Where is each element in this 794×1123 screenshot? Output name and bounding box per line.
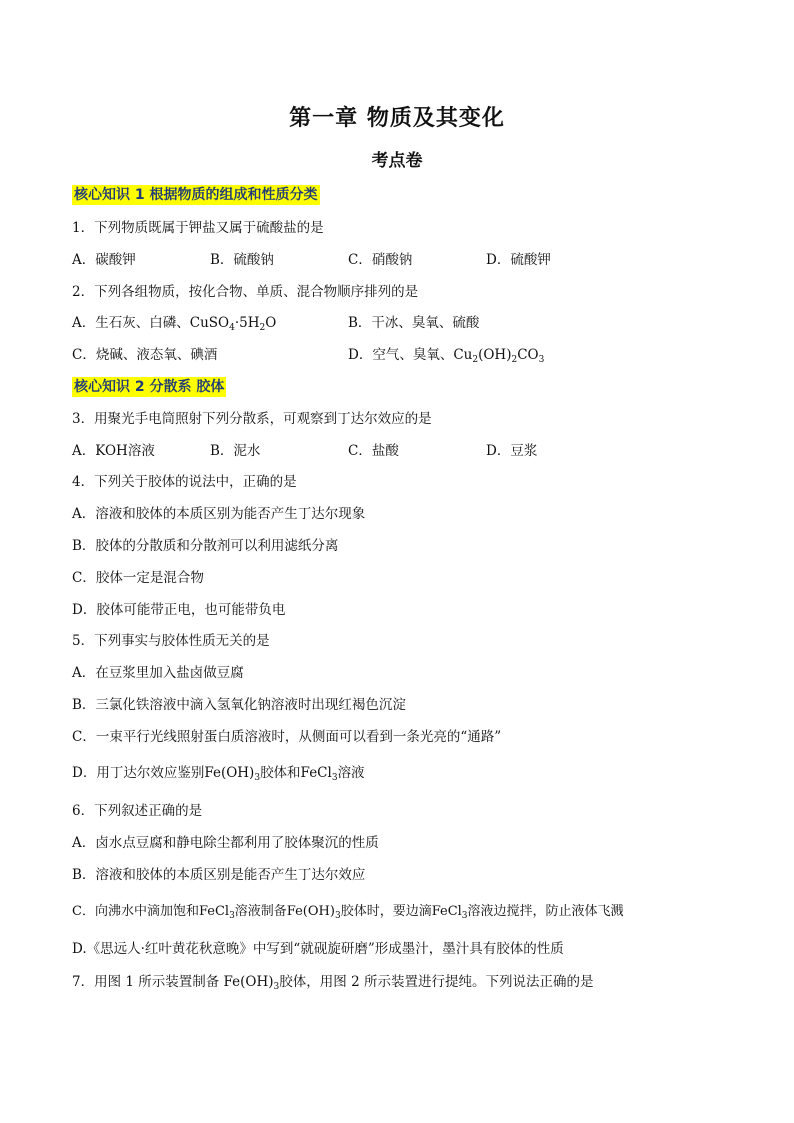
- question-4-option-d: D．胶体可能带正电，也可能带负电: [72, 602, 286, 618]
- question-4-option-b: B．胶体的分散质和分散剂可以利用滤纸分离: [72, 538, 339, 554]
- question-6-stem: 6．下列叙述正确的是: [72, 803, 203, 819]
- question-3-option-a: A．KOH溶液: [72, 443, 155, 459]
- question-2-stem: 2．下列各组物质，按化合物、单质、混合物顺序排列的是: [72, 284, 419, 300]
- question-5-option-b: B．三氯化铁溶液中滴入氢氧化钠溶液时出现红褐色沉淀: [72, 697, 406, 713]
- question-2-option-b: B．干冰、臭氧、硫酸: [348, 315, 480, 331]
- question-4-stem: 4．下列关于胶体的说法中，正确的是: [72, 474, 297, 490]
- question-3-option-d: D．豆浆: [486, 443, 538, 459]
- question-3-option-c: C．盐酸: [348, 443, 399, 459]
- question-6-option-b: B．溶液和胶体的本质区别是能否产生丁达尔效应: [72, 867, 366, 883]
- question-1-option-b: B．硫酸钠: [210, 252, 274, 268]
- question-7-stem: 7．用图 1 所示装置制备 $Fe(OH)_3$胶体，用图 2 所示装置进行提纯。下列说法正确的是: [72, 974, 594, 992]
- question-5-stem: 5．下列事实与胶体性质无关的是: [72, 633, 270, 649]
- question-1-option-c: C．硝酸钠: [348, 252, 413, 268]
- question-5-option-a: A．在豆浆里加入盐卤做豆腐: [72, 665, 244, 681]
- question-6-option-c: C．向沸水中滴加饱和FeCl$_3$溶液制备$Fe(OH)_3$胶体时，要边滴FeCl$_3$溶液边搅拌，防止液体飞溅: [72, 904, 624, 921]
- question-2-option-d: D．空气、臭氧、$Cu_2(OH)_2CO_3$: [348, 347, 545, 365]
- question-5-option-d: D．用丁达尔效应鉴别$Fe(OH)_3$胶体和FeCl$_3$溶液: [72, 765, 365, 783]
- page-title: 第一章 物质及其变化: [289, 106, 505, 131]
- section-heading-2: 核心知识 2 分散系 胶体: [74, 379, 225, 395]
- question-5-option-c: C．一束平行光线照射蛋白质溶液时，从侧面可以看到一条光亮的“通路”: [72, 729, 502, 745]
- question-2-option-c: C．烧碱、液态氧、碘酒: [72, 347, 218, 363]
- question-4-option-c: C．胶体一定是混合物: [72, 570, 204, 586]
- question-2-option-a: A．生石灰、白磷、$CuSO_4\cdot 5H_2O$: [72, 315, 277, 333]
- question-6-option-a: A．卤水点豆腐和静电除尘都利用了胶体聚沉的性质: [72, 835, 379, 851]
- question-3-option-b: B．泥水: [210, 443, 261, 459]
- question-3-stem: 3．用聚光手电筒照射下列分散系，可观察到丁达尔效应的是: [72, 411, 432, 427]
- question-1-option-d: D．硫酸钾: [486, 252, 551, 268]
- page-subtitle: 考点卷: [371, 151, 423, 171]
- question-1-option-a: A．碳酸钾: [72, 252, 136, 268]
- question-4-option-a: A．溶液和胶体的本质区别为能否产生丁达尔现象: [72, 506, 366, 522]
- question-6-option-d: D.《思远人·红叶黄花秋意晚》中写到“就砚旋研磨”形成墨汁，墨汁具有胶体的性质: [72, 941, 564, 957]
- question-1-stem: 1．下列物质既属于钾盐又属于硫酸盐的是: [72, 220, 324, 236]
- section-heading-1: 核心知识 1 根据物质的组成和性质分类: [74, 187, 318, 203]
